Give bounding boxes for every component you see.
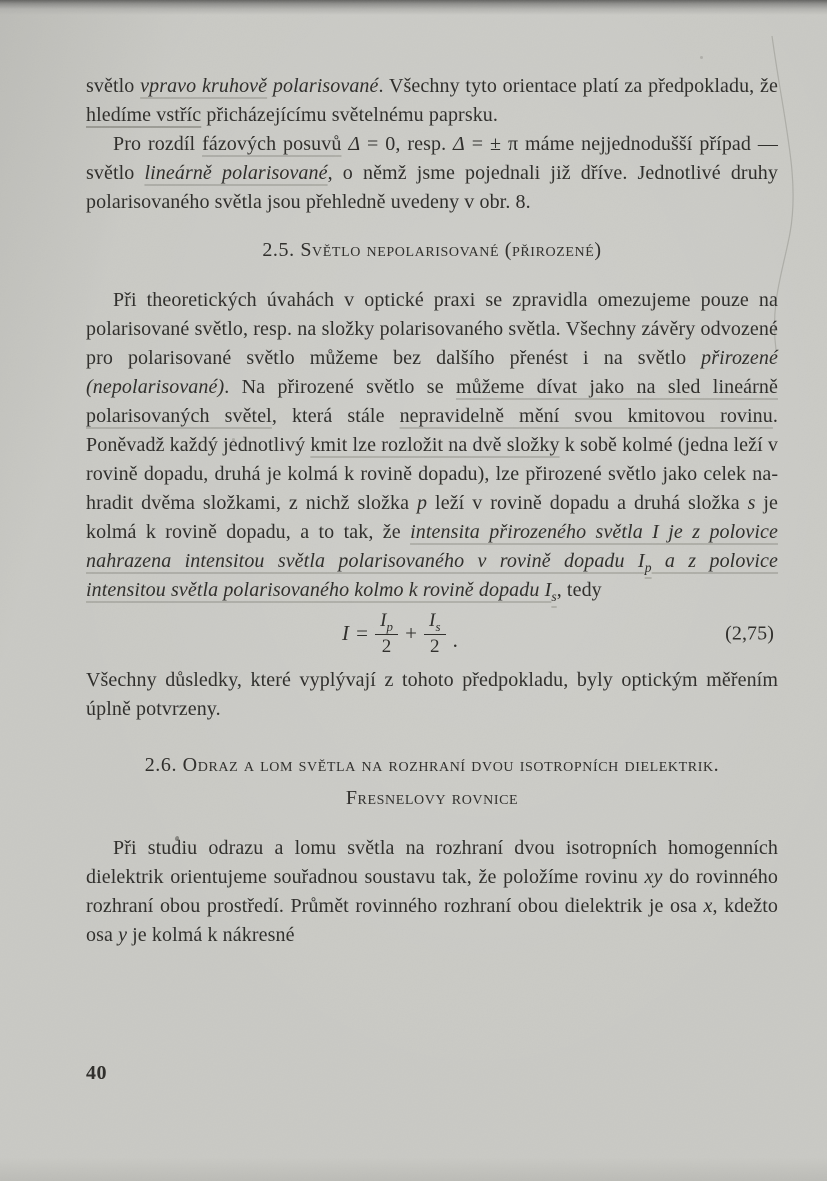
- text-run: x: [703, 894, 713, 917]
- text-run: y: [118, 923, 128, 946]
- equation-lhs: I: [342, 621, 350, 646]
- paragraph-consequences: [86, 666, 778, 724]
- text-run: . Na přirozené světlo se: [224, 376, 456, 398]
- section-heading-2-6-line2: Fresnelovy rovnice: [345, 786, 519, 809]
- text-run: , o němž jsme pojednali již dříve. Jednotlivé druhy polarisovaného světla jsou přehledně uvedeny v obr. 8.: [86, 162, 778, 213]
- paragraph-phase-difference: [86, 130, 778, 217]
- fraction-ip-over-2: [375, 611, 398, 657]
- text-run: je kolmá k nákresné: [127, 923, 295, 946]
- fraction-numerator: I: [429, 610, 436, 631]
- section-heading-2-6-line1: 2.6. Odraz a lom světla na rozhraní dvou isotropních dielektrik.: [144, 753, 720, 776]
- paragraph-circular-polarisation: [86, 72, 778, 130]
- section-heading-2-5-text: 2.5. Světlo nepolarisované (přirozené): [262, 239, 602, 261]
- text-run: , kdežto osa: [86, 894, 778, 946]
- equation-number: (2,75): [725, 622, 774, 645]
- text-run: k sobě kolmé (jedna leží v rovině dopadu, druhá je kolmá k rovině dopadu), lze přirozené světlo jako celek nahradit dvěma složkami, z nichž složka: [86, 434, 778, 514]
- text-run: Pro rozdíl: [113, 133, 203, 155]
- fraction-denominator: 2: [381, 635, 392, 657]
- text-run: je z polovice nahrazena intensitou světla polarisovaného v rovině dopadu: [86, 521, 778, 572]
- text-column: [86, 72, 778, 950]
- text-run: p: [644, 560, 652, 575]
- page-number: 40: [86, 1062, 107, 1084]
- fraction-is-over-2: [424, 611, 446, 657]
- equation-period: .: [452, 627, 458, 652]
- equation-2-75: [86, 611, 778, 657]
- text-run: leží v rovině dopadu a druhá složka: [427, 492, 748, 514]
- text-run: = 0, resp.: [360, 133, 454, 155]
- text-run: do rovinného rozhraní obou prostředí. Průmět rovinného rozhraní obou dielektrik je osa: [86, 865, 778, 917]
- text-run: a z polovice intensitou světla polarisovaného kolmo k rovině dopadu: [86, 550, 779, 601]
- text-run: Δ: [348, 133, 361, 155]
- text-run: intensita přirozeného světla: [410, 521, 653, 543]
- text-run: můžeme dívat jako na sled lineárně polarisovaných světel: [86, 376, 778, 427]
- text-run: I: [544, 579, 552, 601]
- paper-speck: [700, 56, 703, 59]
- fraction-numerator-subscript: p: [386, 618, 394, 634]
- text-run: , která stále: [271, 405, 400, 427]
- text-run: vpravo kruhově: [140, 75, 268, 97]
- section-heading-2-6: [86, 749, 778, 815]
- fraction-numerator: I: [380, 610, 387, 631]
- text-run: I: [637, 550, 645, 572]
- paragraph-natural-light: [86, 286, 778, 605]
- plus-sign: +: [405, 621, 418, 646]
- text-run: hledíme vstříc: [86, 104, 202, 126]
- text-run: . Všechny tyto orientace platí za předpokladu, že: [378, 75, 778, 97]
- fraction-denominator: 2: [430, 635, 440, 657]
- text-run: = ± π máme nejjednodušší případ — světlo: [86, 133, 778, 184]
- paragraph-reflection-refraction: [86, 834, 778, 950]
- text-run: fázových posuvů: [202, 133, 342, 155]
- fraction-numerator-subscript: s: [435, 618, 441, 634]
- text-run: přirozené (nepolarisované): [86, 347, 778, 398]
- text-run: kmit lze rozložit na dvě složky: [310, 434, 560, 456]
- text-run: I: [652, 521, 659, 543]
- text-run: , tedy: [556, 579, 602, 601]
- text-run: s: [747, 492, 756, 514]
- text-run: xy: [644, 865, 663, 888]
- text-run: Při theoretických úvahách v optické praxi se zpravidla omezujeme pouze na polarisované světlo, resp. na složky polarisovaného světla. Všechny závěry odvozené pro polarisované světlo můžeme bez dalšího přenést i na světlo: [86, 289, 778, 369]
- text-run: je kolmá k rovině dopadu, a to tak, že: [86, 492, 779, 543]
- text-run: Všechny důsledky, které vyplývají z tohoto předpokladu, byly optickým měřením úplně potvrzeny.: [86, 668, 778, 720]
- scan-top-edge-shadow: [0, 0, 827, 15]
- text-run: . Poněvadž každý jednotlivý: [86, 405, 778, 456]
- text-run: Při studiu odrazu a lomu světla na rozhraní dvou isotropních homogenních dielektrik orientujeme souřadnou soustavu tak, že položíme rovinu: [86, 836, 778, 888]
- text-run: s: [551, 589, 557, 604]
- text-run: nepravidelně mění svou kmitovou rovinu: [399, 405, 773, 427]
- text-run: polarisované: [272, 75, 379, 97]
- text-run: světlo: [86, 75, 141, 97]
- text-run: p: [417, 492, 428, 514]
- equation-body: [342, 611, 458, 657]
- section-heading-2-5: [86, 238, 778, 263]
- equals-sign: =: [356, 621, 369, 646]
- text-run: přicházejícímu světelnému paprsku.: [201, 104, 498, 126]
- text-run: Δ: [453, 133, 465, 155]
- text-run: lineárně polarisované: [144, 162, 328, 184]
